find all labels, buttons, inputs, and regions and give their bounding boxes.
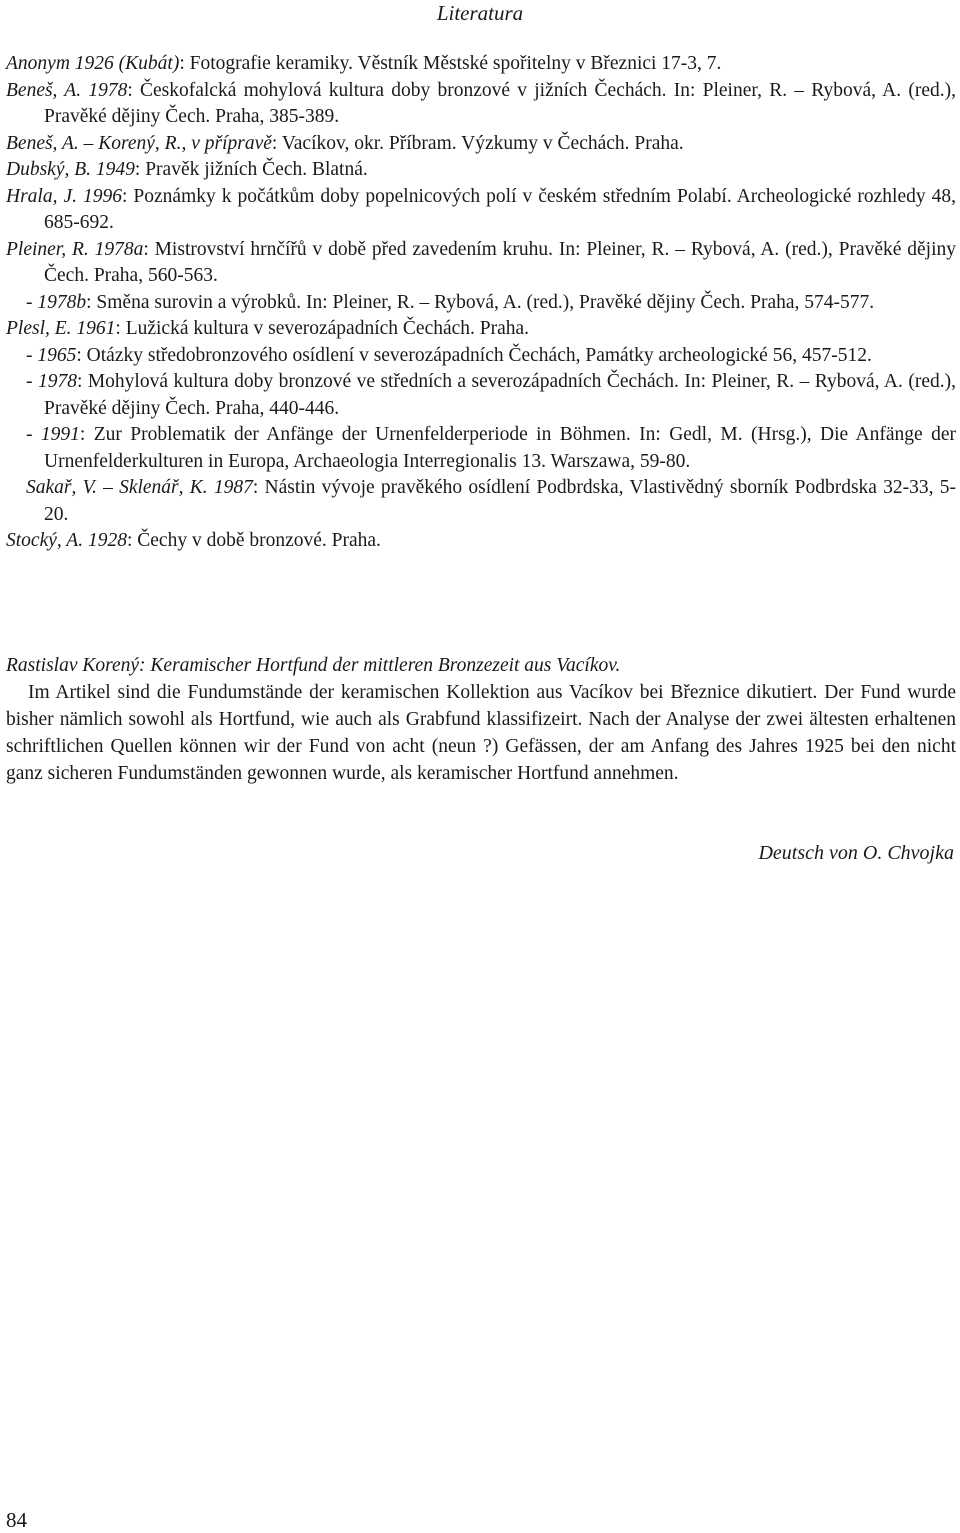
- bibliography-entry: [6, 290, 956, 317]
- entry-text: Lužická kultura v severozápadních Čechách. Praha.: [125, 318, 530, 339]
- entry-text: Otázky středobronzového osídlení v severozápadních Čechách, Památky archeologické 56, 457-512.: [86, 344, 872, 366]
- entry-separator: :: [86, 291, 97, 313]
- page-number: 84: [6, 1508, 27, 1532]
- bibliography-entry: [6, 51, 956, 78]
- summary-title: Rastislav Korený: Keramischer Hortfund der mittleren Bronzezeit aus Vacíkov.: [6, 655, 621, 676]
- entry-separator: :: [134, 159, 146, 180]
- entry-text: Českofalcká mohylová kultura doby bronzové v jižních Čechách. In: Pleiner, R. – Rybová, A. (red.), Pravěké dějiny Čech. Praha, 385-389.: [44, 79, 957, 127]
- entry-separator: :: [126, 530, 138, 551]
- entry-text: Mohylová kultura doby bronzové ve středních a severozápadních Čechách. In: Pleiner, R. – Rybová, A. (red.), Pravěké dějiny Čech. Praha, 440-446.: [44, 371, 956, 419]
- entry-text: Mistrovství hrnčířů v době před zavedením kruhu. In: Pleiner, R. – Rybová, A. (red.), Pravěké dějiny Čech. Praha, 560-563.: [44, 238, 956, 286]
- entry-text: Čechy v době bronzové. Praha.: [137, 530, 381, 551]
- entry-text: Fotografie keramiky. Věstník Městské spořitelny v Březnici 17-3, 7.: [189, 53, 722, 74]
- bibliography-entry: [6, 78, 956, 131]
- entry-author-year: - 1978b: [26, 291, 87, 313]
- entry-author-year: Beneš, A. – Korený, R., v přípravě: [6, 132, 272, 154]
- entry-separator: :: [143, 238, 155, 260]
- bibliography-list: [6, 51, 956, 555]
- entry-separator: :: [122, 185, 134, 207]
- entry-text: Zur Problematik der Anfänge der Urnenfelderperiode in Böhmen. In: Gedl, M. (Hrsg.), Die Anfänge der Urnenfelderkulturen in Europa, Archaeologia Interregionalis 13. Warszawa, 59-80.: [44, 424, 956, 472]
- bibliography-entry: [6, 369, 956, 422]
- entry-text: Poznámky k počátkům doby popelnicových polí v českém středním Polabí. Archeologické rozhledy 48, 685-692.: [44, 185, 956, 233]
- entry-author-year: - 1965: [26, 344, 77, 366]
- entry-separator: :: [76, 344, 87, 366]
- bibliography-entry: [6, 422, 956, 475]
- entry-separator: :: [79, 424, 94, 445]
- entry-separator: :: [179, 53, 190, 74]
- entry-author-year: Hrala, J. 1996: [6, 185, 122, 207]
- entry-author-year: - 1991: [26, 424, 80, 445]
- entry-author-year: Sakař, V. – Sklenář, K. 1987: [26, 477, 253, 498]
- entry-author-year: - 1978: [26, 371, 77, 392]
- entry-separator: :: [127, 79, 140, 101]
- entry-author-year: Plesl, E. 1961: [6, 318, 116, 339]
- entry-text: Nástin vývoje pravěkého osídlení Podbrdska, Vlastivědný sborník Podbrdska 32-33, 5-20.: [44, 477, 956, 525]
- entry-author-year: Dubský, B. 1949: [6, 159, 135, 180]
- entry-text: Vacíkov, okr. Příbram. Výzkumy v Čechách. Praha.: [281, 132, 684, 154]
- bibliography-entry: [6, 237, 956, 290]
- bibliography-entry: [6, 343, 956, 370]
- bibliography-entry: [6, 475, 956, 528]
- entry-separator: :: [271, 132, 282, 154]
- summary-body: Im Artikel sind die Fundumstände der keramischen Kollektion aus Vacíkov bei Březnice dikutiert. Der Fund wurde bisher nämlich sowohl als Hortfund, wie auch als Grabfund klassifizeirt. Nach der Analyse der zwei ältesten erhaltenen schriftlichen Quellen können wir der Fund von acht (neun ?) Gefässen, der am Anfang des Jahres 1925 bei den nicht ganz sicheren Fundumständen gewonnen wurde, als keramischer Hortfund annehmen.: [6, 682, 956, 784]
- bibliography-entry: [6, 184, 956, 237]
- entry-separator: :: [115, 318, 126, 339]
- summary-section: [6, 652, 956, 787]
- bibliography-entry: [6, 528, 956, 555]
- entry-author-year: Pleiner, R. 1978a: [6, 238, 144, 260]
- entry-separator: :: [252, 477, 265, 498]
- entry-text: Pravěk jižních Čech. Blatná.: [145, 159, 368, 180]
- bibliography-entry: [6, 316, 956, 343]
- entry-author-year: Anonym 1926 (Kubát): [6, 53, 180, 74]
- entry-author-year: Beneš, A. 1978: [6, 79, 128, 101]
- section-title: Literatura: [436, 1, 524, 25]
- translator-signature: Deutsch von O. Chvojka: [758, 842, 954, 864]
- entry-author-year: Stocký, A. 1928: [6, 530, 127, 551]
- bibliography-entry: [6, 157, 956, 184]
- entry-separator: :: [76, 371, 88, 392]
- entry-text: Směna surovin a výrobků. In: Pleiner, R. – Rybová, A. (red.), Pravěké dějiny Čech. Praha, 574-577.: [96, 291, 875, 313]
- bibliography-entry: [6, 131, 956, 158]
